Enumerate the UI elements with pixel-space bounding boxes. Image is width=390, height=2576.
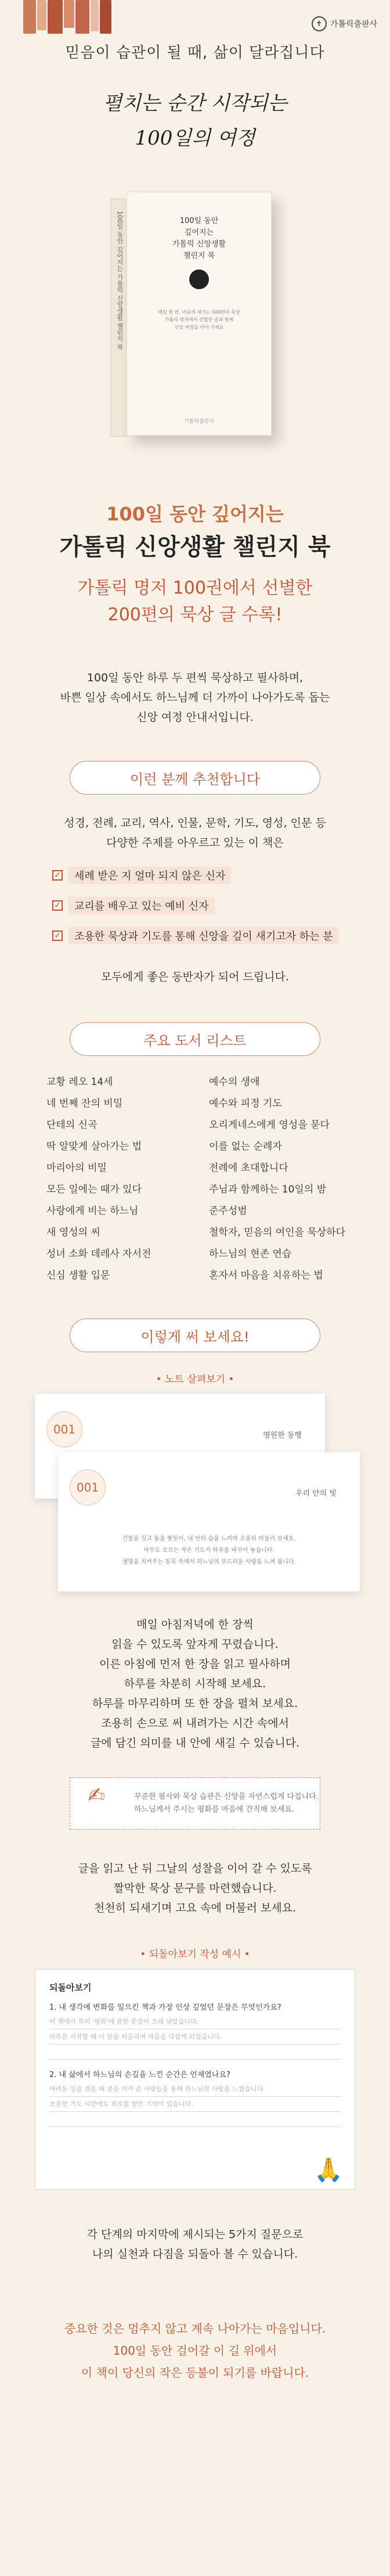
book-cover-area: [0, 174, 390, 465]
paragraph-line: 이른 아침에 먼저 한 장을 읽고 필사하며: [99, 1658, 291, 1670]
book-spine: [64, 0, 74, 28]
books-title: 주요 도서 리스트: [143, 1032, 247, 1049]
reflect-answer-line: 하루를 시작할 때 이 말을 떠올리며 마음을 다잡게 되었습니다.: [49, 2029, 341, 2045]
recommend-item: [52, 896, 215, 915]
writing-tip-text: [134, 1791, 319, 1816]
book-spine: [91, 0, 99, 31]
book-spine: [48, 0, 63, 34]
checkbox-icon: ✓: [52, 930, 63, 941]
script-title-line1: 펼치는 순간 시작되는: [103, 92, 287, 115]
howto-paragraph2: [0, 1859, 390, 1918]
paragraph-line: 매일 아침저녁에 한 장씩: [136, 1618, 254, 1631]
reflect-label: • 되돌아보기 작성 예시 •: [140, 1949, 250, 1960]
paragraph-line: 바쁜 일상 속에서도 하느님께 더 가까이 나아가도록 돕는: [60, 691, 330, 704]
footer-message: [0, 2318, 390, 2384]
footer-line: 중요한 것은 멈추지 않고 계속 나아가는 마음입니다.: [64, 2322, 326, 2336]
paragraph-line: 100일 동안 하루 두 편씩 묵상하고 필사하며,: [86, 671, 304, 684]
list-item: 교황 레오 14세: [46, 1076, 113, 1088]
reflect-answer-line: [49, 2112, 341, 2127]
howto-banner: [70, 1318, 320, 1352]
list-item: 성녀 소화 데레사 자서전: [46, 1248, 151, 1260]
paragraph-line: 읽을 수 있도록 앞자게 꾸렸습니다.: [111, 1638, 279, 1651]
book-desc-line: 매일 한 편, 마음에 새기는 100편의 묵상: [158, 310, 240, 315]
paragraph-line: 글에 담긴 의미를 내 안에 새길 수 있습니다.: [90, 1737, 300, 1749]
recommend-item-label: 교리를 배우고 있는 예비 신자: [68, 897, 215, 914]
book-spine-side: [110, 199, 128, 437]
paragraph-line: 하루를 마무리하며 또 한 장을 펼쳐 보세요.: [92, 1697, 298, 1710]
book-cover-title: [127, 215, 271, 262]
book-desc-line: 신앙 여정을 이어 가세요: [174, 325, 224, 330]
paragraph-line: 글을 읽고 난 뒤 그날의 성찰을 이어 갈 수 있도록: [78, 1862, 312, 1875]
intro-title: 가톨릭 신앙생활 챌린지 북: [59, 534, 331, 561]
book-list-left: [46, 1072, 151, 1287]
paragraph-line: 다양한 주제를 아우르고 있는 이 책은: [106, 836, 284, 849]
list-item: 신심 생활 입문: [46, 1270, 110, 1281]
reflect-answer-line: 조용한 기도 시간에도 위로를 받은 기억이 있습니다.: [49, 2097, 341, 2112]
day-number-badge: 001: [46, 1411, 82, 1447]
howto-paragraph3: [0, 2225, 390, 2264]
card-body-line: 아무도 모르는 작은 기도가 하루를 바꾸어 놓습니다.: [143, 1547, 275, 1554]
book-desc-line: 가톨릭 명저에서 선별한 글과 함께: [164, 317, 234, 322]
paragraph-line: 성경, 전례, 교리, 역사, 인물, 문학, 기도, 영성, 인문 등: [64, 817, 326, 829]
day-number-badge: 001: [70, 1470, 106, 1506]
recommend-item: [52, 926, 339, 946]
list-item: 주님과 함께하는 10일의 밤: [209, 1184, 327, 1195]
headline: 믿음이 습관이 될 때, 삶이 달라집니다: [65, 44, 325, 62]
recommend-closing: 모두에게 좋은 동반자가 되어 드립니다.: [101, 971, 289, 983]
list-item: 예수의 생애: [209, 1076, 260, 1088]
howto-paragraph: [0, 1615, 390, 1753]
writing-person-icon: ✍: [88, 1784, 106, 1808]
card-body: [75, 1533, 342, 1568]
list-item: 딱 알맞게 살아가는 법: [46, 1141, 142, 1152]
book-spine: [23, 0, 36, 34]
checkbox-icon: ✓: [52, 870, 63, 881]
book-spine-text: 100일 동안 깊어지는 가톨릭 신앙생활 챌린지 북: [116, 211, 124, 350]
writing-tip-box: [70, 1777, 320, 1830]
script-title-line2: 100일의 여정: [135, 127, 255, 150]
recommend-item-label: 조용한 묵상과 기도를 통해 신앙을 깊이 새기고자 하는 분: [68, 927, 339, 944]
reflect-answer-line: 이 책에서 특히 '평화'에 관한 문장이 오래 남았습니다.: [49, 2014, 341, 2029]
list-item: 혼자서 마음을 치유하는 법: [209, 1270, 323, 1281]
paragraph-line: 하루를 차분히 시작해 보세요.: [124, 1677, 266, 1690]
tip-line: 하느님께서 주시는 평화를 마음에 간직해 보세요.: [134, 1805, 294, 1814]
reflect-answer-line: [49, 2045, 341, 2060]
footer-line: 이 책이 당신의 작은 등불이 되기를 바랍니다.: [81, 2366, 309, 2380]
book-spine: [37, 0, 46, 30]
cross-logo-icon: ✝: [312, 16, 327, 31]
book-spine: [75, 0, 89, 34]
list-item: 사랑에게 비는 하느님: [46, 1205, 139, 1217]
paragraph-line: 나의 실천과 다짐을 되돌아 볼 수 있습니다.: [92, 2248, 298, 2261]
paragraph-line: 조용히 손으로 써 내려가는 시간 속에서: [101, 1717, 289, 1730]
reader-illustration-icon: [187, 268, 211, 291]
publisher-logo: [312, 16, 377, 31]
book-list-right: [209, 1072, 345, 1287]
recommend-desc: [0, 813, 390, 853]
note-label: • 노트 살펴보기 •: [156, 1374, 234, 1385]
book-cover-description: [139, 308, 259, 331]
intro-highlight-line: 가톨릭 명저 100권에서 선별한: [77, 578, 313, 598]
books-banner: [70, 1022, 320, 1056]
note-card-front: [58, 1452, 360, 1591]
recommend-title: 이런 분께 추천합니다: [130, 771, 260, 788]
reflect-answer-line: 어려운 일을 겪을 때 곁을 지켜 준 사람들을 통해 하느님의 사랑을 느꼈습니다.: [49, 2082, 341, 2097]
card-body-line: 건물을 짓고 돌을 쌓듯이, 내 안의 습을 느끼며 조용히 머물러 보세요.: [122, 1536, 296, 1542]
reflect-question: 1. 내 생각에 변화를 일으킨 책과 가장 인상 깊었던 문장은 무엇인가요?: [49, 2003, 281, 2012]
list-item: 네 번째 잔의 비밀: [46, 1098, 123, 1109]
list-item: 단테의 신곡: [46, 1119, 98, 1131]
list-item: 마리아의 비밀: [46, 1162, 107, 1174]
list-item: 준주성범: [209, 1205, 247, 1217]
list-item: 예수와 피정 기도: [209, 1098, 282, 1109]
list-item: 하느님의 현존 연습: [209, 1248, 292, 1260]
book-cover: [127, 192, 272, 436]
card-body-line: 생명을 지켜주는 침묵 속에서 하느님의 부드러운 사랑을 느껴 봅니다.: [122, 1559, 296, 1565]
book-title-line: 100일 동안: [179, 217, 219, 225]
paragraph-line: 신앙 여정 안내서입니다.: [136, 711, 254, 724]
recommend-banner: [70, 761, 320, 795]
logo-text: 가톨릭출판사: [330, 20, 377, 29]
paragraph-line: 짤막한 묵상 문구를 마련했습니다.: [113, 1882, 277, 1895]
intro-highlight: [0, 575, 390, 628]
list-item: 전례에 초대합니다: [209, 1162, 288, 1174]
intro-subtitle: 100일 동안 깊어지는: [106, 503, 284, 525]
book-title-line: 깊어지는: [184, 228, 214, 237]
book-title-line: 가톨릭 신앙생활: [172, 240, 226, 249]
list-item: 모든 일에는 때가 있다: [46, 1184, 142, 1195]
reflect-card: [35, 1969, 355, 2190]
reflect-question: 2. 내 삶에서 하느님의 손길을 느낀 순간은 언제였나요?: [49, 2071, 230, 2079]
howto-title: 이렇게 써 보세요!: [140, 1328, 250, 1345]
reflect-title: 되돌아보기: [49, 1982, 92, 1993]
book-spine: [100, 0, 111, 34]
paragraph-line: 천천히 되새기며 고요 속에 머물러 보세요.: [93, 1902, 297, 1914]
book-cover-publisher: 가톨릭출판사: [183, 419, 215, 425]
paragraph-line: 각 단계의 마지막에 제시되는 5가지 질문으로: [86, 2228, 304, 2241]
list-item: 오리게네스에게 영성을 묻다: [209, 1119, 330, 1131]
list-item: 철학자, 믿음의 여인을 묵상하다: [209, 1227, 346, 1238]
footer-line: 100일 동안 걸어갈 이 길 위에서: [113, 2344, 277, 2358]
kneeling-person-icon: 🙏: [314, 2157, 343, 2183]
list-item: 이를 없는 순례자: [209, 1141, 282, 1152]
card-title: 우리 안의 빛: [295, 1489, 337, 1498]
book-title-line: 챌린지 북: [183, 252, 215, 260]
recommend-item: [52, 865, 231, 885]
intro-highlight-line: 200편의 묵상 글 수록!: [107, 605, 283, 625]
tip-line: 꾸준한 필사와 묵상 습관은 신앙을 자연스럽게 다집니다.: [134, 1792, 319, 1801]
checkbox-icon: ✓: [52, 900, 63, 911]
intro-paragraph: [0, 668, 390, 727]
card-title: 영원한 동행: [263, 1431, 302, 1440]
recommend-item-label: 세례 받은 지 얼마 되지 않은 신자: [68, 867, 231, 884]
list-item: 새 영성의 씨: [46, 1227, 100, 1238]
bookshelf-decoration: [0, 0, 390, 41]
